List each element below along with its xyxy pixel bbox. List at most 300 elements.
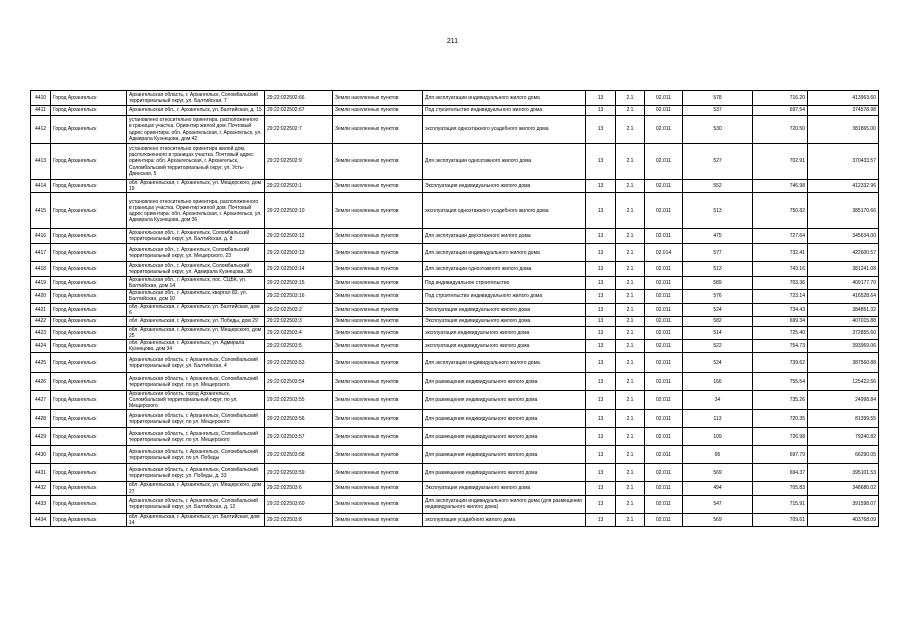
value-cell: 513 [683,262,753,277]
cadastral-number-cell: 29:22:022503:13 [265,244,333,262]
row-number-cell: 4432 [31,482,51,495]
cadastral-number-cell: 29:22:022503:55 [265,391,333,410]
group-number-cell: 13 [586,303,616,316]
rate-cell: 2.1 [616,262,645,277]
land-category-cell: Земли населенных пунктов [333,428,423,446]
address-cell: установлено относительно ориентира, расположенного в границах участка. Ориентир жилой дом. Почтовый адрес ориентира: обл. Архангельская, г. Архангельск, ул. Адмирала Кузнецова, дом 36 [127,193,265,229]
rate-cell: 2.1 [616,446,645,464]
row-number-cell: 4427 [31,391,51,410]
land-category-cell: Земли населенных пунктов [333,229,423,244]
row-number-cell: 4416 [31,229,51,244]
group-number-cell: 13 [586,193,616,229]
permitted-use-cell: эксплуатация одноэтажного усадебного жилого дома [423,116,586,144]
permitted-use-cell: Под строительство индивидуального жилого дома [423,106,586,116]
value-cell: 537 [683,106,753,116]
cadastral-number-cell: 29:22:022503:6 [265,482,333,495]
table-row [31,316,879,326]
area-cell: 697.79 [753,446,808,464]
cadastral-number-cell: 29:22:022502:67 [265,106,333,116]
table-row [31,244,879,262]
land-category-cell: Земли населенных пунктов [333,144,423,180]
land-category-cell: Земли населенных пунктов [333,339,423,352]
municipality-cell: Город Архангельск [51,513,127,526]
address-cell: Архангельская область, г. Архангельск, Соломбальский территориальный округ, по ул. Мещерского [127,410,265,428]
permitted-use-cell: Для эксплуатации одноэтажного жилого дома [423,262,586,277]
address-cell: Архангельская область, город Архангельск, Соломбальский территориальный округ, по ул. Мещерского [127,391,265,410]
area-cell: 746.98 [753,180,808,193]
area-cell: 726.98 [753,428,808,446]
permitted-use-cell: Эксплуатация индивидуального жилого дома [423,303,586,316]
table-row [31,303,879,316]
value-cell: 166 [683,373,753,391]
land-category-cell: Земли населенных пунктов [333,316,423,326]
land-category-cell: Земли населенных пунктов [333,303,423,316]
value-cell: 569 [683,513,753,526]
address-cell: установлено относительно ориентира, расположенного в границах участка. Ориентир жилой дом. Почтовый адрес ориентира: обл. Архангельская, г. Архангельск, ул. Адмирала Кузнецова, дом 42 [127,116,265,144]
municipality-cell: Город Архангельск [51,373,127,391]
table-row [31,262,879,277]
cadastral-number-cell: 29:22:022503:15 [265,277,333,290]
group-number-cell: 13 [586,180,616,193]
address-cell: Архангельская обл., г. Архангельск, квартал 82, ул. Балтийская, дом 10 [127,290,265,303]
table-row [31,373,879,391]
rate-cell: 2.1 [616,144,645,180]
area-cell: 743.16 [753,262,808,277]
municipality-cell: Город Архангельск [51,464,127,482]
address-cell: обл. Архангельская, г. Архангельск, ул. Адмирала Кузнецова, дом 34 [127,339,265,352]
area-cell: 709.61 [753,513,808,526]
municipality-cell: Город Архангельск [51,316,127,326]
cadastral-number-cell: 29:22:022503:14 [265,262,333,277]
rate-cell: 2.1 [616,428,645,446]
group-number-cell: 13 [586,391,616,410]
cadastral-cost-cell: 387560.88 [808,353,879,373]
permitted-use-cell: Эксплуатация индивидуального жилого дома [423,316,586,326]
municipality-cell: Город Архангельск [51,277,127,290]
rate-cell: 2.1 [616,193,645,229]
municipality-cell: Город Архангельск [51,353,127,373]
permitted-use-cell: Для размещения индивидуального жилого дома [423,428,586,446]
municipality-cell: Город Архангельск [51,428,127,446]
rate-cell: 2.1 [616,316,645,326]
value-cell: 522 [683,339,753,352]
value-cell: 524 [683,303,753,316]
rate-cell: 2.1 [616,391,645,410]
value-cell: 113 [683,410,753,428]
address-cell: Архангельская область, г. Архангельск, Соломбальский территориальный округ, по ул. Мещерского [127,428,265,446]
municipality-cell: Город Архангельск [51,144,127,180]
table-row [31,144,879,180]
cadastral-cost-cell: 385170.66 [808,193,879,229]
address-cell: Архангельская обл., г. Архангельск, Соломбальский территориальный округ, ул. Адмирала Кузнецова, 38 [127,262,265,277]
cadastral-number-cell: 29:22:022503:53 [265,353,333,373]
area-cell: 720.50 [753,116,808,144]
group-number-cell: 13 [586,513,616,526]
group-number-cell: 13 [586,482,616,495]
area-cell: 750.82 [753,193,808,229]
area-cell: 735.26 [753,391,808,410]
permitted-use-cell: Для эксплуатации индивидуального жилого дома [423,91,586,106]
municipality-cell: Город Архангельск [51,482,127,495]
municipality-cell: Город Архангельск [51,116,127,144]
municipality-cell: Город Архангельск [51,391,127,410]
date-cell: 02.011 [645,180,683,193]
date-cell: 02.011 [645,116,683,144]
date-cell: 02.011 [645,290,683,303]
cadastral-number-cell: 29:22:022503:5 [265,339,333,352]
land-category-cell: Земли населенных пунктов [333,482,423,495]
cadastral-number-cell: 29:22:022503:59 [265,464,333,482]
land-category-cell: Земли населенных пунктов [333,262,423,277]
cadastral-number-cell: 29:22:022503:2 [265,303,333,316]
area-cell: 716.20 [753,91,808,106]
area-cell: 732.41 [753,244,808,262]
cadastral-number-cell: 29:22:022503:12 [265,229,333,244]
address-cell: Архангельская область, г. Архангельск, Соломбальский территориальный округ, ул. Балтийская, 7 [127,91,265,106]
date-cell: 02.011 [645,91,683,106]
cadastral-number-cell: 29:22:022503:60 [265,495,333,513]
land-category-cell: Земли населенных пунктов [333,290,423,303]
value-cell: 109 [683,428,753,446]
row-number-cell: 4429 [31,428,51,446]
row-number-cell: 4421 [31,303,51,316]
group-number-cell: 13 [586,495,616,513]
address-cell: обл. Архангельская, г. Архангельск, ул. Балтийская, дом 6 [127,303,265,316]
area-cell: 699.34 [753,316,808,326]
row-number-cell: 4412 [31,116,51,144]
address-cell: обл. Архангельская, г. Архангельск, ул. Победы, дом 29 [127,316,265,326]
area-cell: 754.73 [753,339,808,352]
table-row [31,290,879,303]
land-category-cell: Земли населенных пунктов [333,277,423,290]
municipality-cell: Город Архангельск [51,339,127,352]
table-body [31,91,879,527]
value-cell: 514 [683,326,753,339]
area-cell: 703.36 [753,277,808,290]
land-category-cell: Земли населенных пунктов [333,373,423,391]
rate-cell: 2.1 [616,106,645,116]
group-number-cell: 13 [586,262,616,277]
land-category-cell: Земли населенных пунктов [333,326,423,339]
cadastral-cost-cell: 24998.84 [808,391,879,410]
rate-cell: 2.1 [616,373,645,391]
cadastral-number-cell: 29:22:022503:3 [265,316,333,326]
row-number-cell: 4423 [31,326,51,339]
permitted-use-cell: эксплуатация индивидуального жилого дома [423,339,586,352]
cadastral-number-cell: 29:22:022503:4 [265,326,333,339]
date-cell: 02.011 [645,373,683,391]
cadastral-cost-cell: 345634.00 [808,229,879,244]
row-number-cell: 4415 [31,193,51,229]
cadastral-number-cell: 29:22:022503:57 [265,428,333,446]
permitted-use-cell: Для эксплуатации двухэтажного жилого дома [423,229,586,244]
rate-cell: 2.1 [616,339,645,352]
group-number-cell: 13 [586,373,616,391]
land-category-cell: Земли населенных пунктов [333,106,423,116]
cadastral-number-cell: 29:22:022502:66 [265,91,333,106]
table-row [31,180,879,193]
address-cell: Архангельская область, г. Архангельск, Соломбальский территориальный округ, ул. Победы, д. 33 [127,464,265,482]
date-cell: 02.011 [645,326,683,339]
cadastral-cost-cell: 413963.60 [808,91,879,106]
cadastral-cost-cell: 407015.88 [808,316,879,326]
row-number-cell: 4431 [31,464,51,482]
rate-cell: 2.1 [616,244,645,262]
group-number-cell: 13 [586,106,616,116]
cadastral-number-cell: 29:22:022502:9 [265,144,333,180]
municipality-cell: Город Архангельск [51,495,127,513]
table-row [31,116,879,144]
permitted-use-cell: Для эксплуатации индивидуального жилого дома (для размещения индивидуального жилого дома) [423,495,586,513]
group-number-cell: 13 [586,91,616,106]
table-row [31,229,879,244]
value-cell: 578 [683,91,753,106]
date-cell: 02.011 [645,316,683,326]
rate-cell: 2.1 [616,353,645,373]
date-cell: 02.011 [645,339,683,352]
value-cell: 589 [683,277,753,290]
land-category-cell: Земли населенных пунктов [333,353,423,373]
rate-cell: 2.1 [616,482,645,495]
cadastral-number-cell: 29:22:022503:16 [265,290,333,303]
row-number-cell: 4410 [31,91,51,106]
land-category-cell: Земли населенных пунктов [333,391,423,410]
row-number-cell: 4411 [31,106,51,116]
date-cell: 02.011 [645,193,683,229]
cadastral-number-cell: 29:22:022503:8 [265,513,333,526]
permitted-use-cell: Для размещения индивидуального жилого дома [423,464,586,482]
table-row [31,353,879,373]
permitted-use-cell: Эксплуатация индивидуального жилого дома [423,180,586,193]
row-number-cell: 4417 [31,244,51,262]
table-row [31,410,879,428]
land-category-cell: Земли населенных пунктов [333,446,423,464]
land-category-cell: Земли населенных пунктов [333,91,423,106]
rate-cell: 2.1 [616,303,645,316]
value-cell: 34 [683,391,753,410]
table-row [31,446,879,464]
cadastral-cost-cell: 409177.70 [808,277,879,290]
row-number-cell: 4425 [31,353,51,373]
rate-cell: 2.1 [616,410,645,428]
municipality-cell: Город Архангельск [51,262,127,277]
group-number-cell: 13 [586,464,616,482]
group-number-cell: 13 [586,316,616,326]
date-cell: 02.011 [645,303,683,316]
value-cell: 547 [683,495,753,513]
permitted-use-cell: Эксплуатация индивидуального жилого дома [423,482,586,495]
value-cell: 524 [683,353,753,373]
group-number-cell: 13 [586,410,616,428]
cadastral-register-table [30,90,879,527]
cadastral-cost-cell: 125422.56 [808,373,879,391]
value-cell: 95 [683,446,753,464]
date-cell: 02.011 [645,410,683,428]
permitted-use-cell: Для размещения индивидуального жилого дома [423,446,586,464]
row-number-cell: 4420 [31,290,51,303]
value-cell: 513 [683,193,753,229]
cadastral-number-cell: 29:22:022502:7 [265,116,333,144]
cadastral-cost-cell: 81399.55 [808,410,879,428]
rate-cell: 2.1 [616,229,645,244]
value-cell: 582 [683,316,753,326]
area-cell: 755.54 [753,373,808,391]
rate-cell: 2.1 [616,290,645,303]
row-number-cell: 4419 [31,277,51,290]
address-cell: обл. Архангельская, г. Архангельск, ул. Мещерского, дом 25 [127,326,265,339]
address-cell: обл. Архангельская, г. Архангельск, ул. Балтийская, дом 14 [127,513,265,526]
date-cell: 02.011 [645,391,683,410]
group-number-cell: 13 [586,428,616,446]
date-cell: 02.011 [645,495,683,513]
date-cell: 02.011 [645,513,683,526]
cadastral-cost-cell: 79240.82 [808,428,879,446]
rate-cell: 2.1 [616,180,645,193]
group-number-cell: 13 [586,353,616,373]
area-cell: 715.91 [753,495,808,513]
value-cell: 475 [683,229,753,244]
area-cell: 720.35 [753,410,808,428]
date-cell: 02.011 [645,262,683,277]
table-row [31,464,879,482]
land-category-cell: Земли населенных пунктов [333,180,423,193]
cadastral-cost-cell: 374578.98 [808,106,879,116]
municipality-cell: Город Архангельск [51,244,127,262]
municipality-cell: Город Архангельск [51,193,127,229]
address-cell: обл. Архангельская, г. Архангельск, ул. Мещерского, дом 19 [127,180,265,193]
value-cell: 577 [683,244,753,262]
cadastral-number-cell: 29:22:022503:58 [265,446,333,464]
group-number-cell: 13 [586,244,616,262]
cadastral-cost-cell: 66290.05 [808,446,879,464]
group-number-cell: 13 [586,326,616,339]
address-cell: Архангельская область, г. Архангельск, Соломбальский территориальный округ, ул. Балтийская, 4 [127,353,265,373]
date-cell: 02.014 [645,244,683,262]
cadastral-cost-cell: 403768.09 [808,513,879,526]
rate-cell: 2.1 [616,513,645,526]
cadastral-cost-cell: 393969.06 [808,339,879,352]
area-cell: 702.91 [753,144,808,180]
address-cell: Архангельская обл., г. Архангельск, ул. Балтийская, д. 15 [127,106,265,116]
table-row [31,482,879,495]
municipality-cell: Город Архангельск [51,180,127,193]
municipality-cell: Город Архангельск [51,326,127,339]
area-cell: 694.37 [753,464,808,482]
group-number-cell: 13 [586,144,616,180]
area-cell: 723.14 [753,290,808,303]
land-category-cell: Земли населенных пунктов [333,244,423,262]
permitted-use-cell: Для размещения индивидуального жилого дома [423,391,586,410]
row-number-cell: 4428 [31,410,51,428]
group-number-cell: 13 [586,229,616,244]
table-row [31,428,879,446]
row-number-cell: 4434 [31,513,51,526]
date-cell: 02.011 [645,353,683,373]
date-cell: 02.011 [645,446,683,464]
municipality-cell: Город Архангельск [51,229,127,244]
rate-cell: 2.1 [616,464,645,482]
cadastral-cost-cell: 348680.02 [808,482,879,495]
area-cell: 739.62 [753,353,808,373]
permitted-use-cell: Под индивидуальное строительство [423,277,586,290]
date-cell: 02.011 [645,277,683,290]
row-number-cell: 4418 [31,262,51,277]
municipality-cell: Город Архангельск [51,446,127,464]
value-cell: 527 [683,144,753,180]
address-cell: Архангельская обл., г. Архангельск, Соломбальский территориальный округ, ул. Мещерского, 23 [127,244,265,262]
address-cell: установлено относительно ориентира жилой дом, расположенного в границах участка. Почтовый адрес ориентира: обл. Архангельская, г. Архангельск, Соломбальский территориальный округ, ул. Усть-Двинская, 5 [127,144,265,180]
group-number-cell: 13 [586,446,616,464]
cadastral-number-cell: 29:22:022503:56 [265,410,333,428]
permitted-use-cell: эксплуатация одноэтажного усадебного жилого дома [423,193,586,229]
cadastral-cost-cell: 381865.00 [808,116,879,144]
date-cell: 02.011 [645,144,683,180]
permitted-use-cell: Для размещения индивидуального жилого дома [423,373,586,391]
municipality-cell: Город Архангельск [51,91,127,106]
area-cell: 725.40 [753,326,808,339]
rate-cell: 2.1 [616,116,645,144]
address-cell: Архангельская область, г. Архангельск, Соломбальский территориальный округ, ул. Балтийская, д. 12 [127,495,265,513]
permitted-use-cell: Для эксплуатации индивидуального жилого дома [423,353,586,373]
area-cell: 705.83 [753,482,808,495]
table-row [31,91,879,106]
address-cell: Архангельская обл., г. Архангельск, пос. СЦБК, ул. Балтийская, дом 14 [127,277,265,290]
table-row [31,391,879,410]
date-cell: 02.011 [645,229,683,244]
cadastral-cost-cell: 381241.08 [808,262,879,277]
permitted-use-cell: эксплуатация усадебного жилого дома [423,513,586,526]
cadastral-cost-cell: 391598.07 [808,495,879,513]
value-cell: 552 [683,180,753,193]
group-number-cell: 13 [586,116,616,144]
row-number-cell: 4414 [31,180,51,193]
area-cell: 697.54 [753,106,808,116]
land-category-cell: Земли населенных пунктов [333,513,423,526]
value-cell: 569 [683,464,753,482]
page-number: 211 [446,38,459,45]
date-cell: 02.011 [645,482,683,495]
value-cell: 576 [683,290,753,303]
cadastral-cost-cell: 412332.96 [808,180,879,193]
address-cell: Архангельская обл., г. Архангельск, Соломбальский территориальный округ, ул. Балтийская, д. 8 [127,229,265,244]
address-cell: Архангельская область, г. Архангельск, Соломбальский территориальный округ, по ул. Победы [127,446,265,464]
permitted-use-cell: Для эксплуатации индивидуального жилого дома [423,244,586,262]
area-cell: 734.43 [753,303,808,316]
cadastral-cost-cell: 370433.57 [808,144,879,180]
rate-cell: 2.1 [616,91,645,106]
row-number-cell: 4413 [31,144,51,180]
value-cell: 494 [683,482,753,495]
date-cell: 02.011 [645,428,683,446]
table-row [31,495,879,513]
row-number-cell: 4422 [31,316,51,326]
land-category-cell: Земли населенных пунктов [333,410,423,428]
municipality-cell: Город Архангельск [51,410,127,428]
cadastral-number-cell: 29:22:022503:10 [265,193,333,229]
table-row [31,106,879,116]
table-row [31,339,879,352]
rate-cell: 2.1 [616,277,645,290]
cadastral-cost-cell: 422600.57 [808,244,879,262]
land-category-cell: Земли населенных пунктов [333,193,423,229]
table-row [31,513,879,526]
table-row [31,193,879,229]
date-cell: 02.011 [645,106,683,116]
value-cell: 530 [683,116,753,144]
permitted-use-cell: Для размещения индивидуального жилого дома [423,410,586,428]
municipality-cell: Город Архангельск [51,303,127,316]
table-row [31,326,879,339]
